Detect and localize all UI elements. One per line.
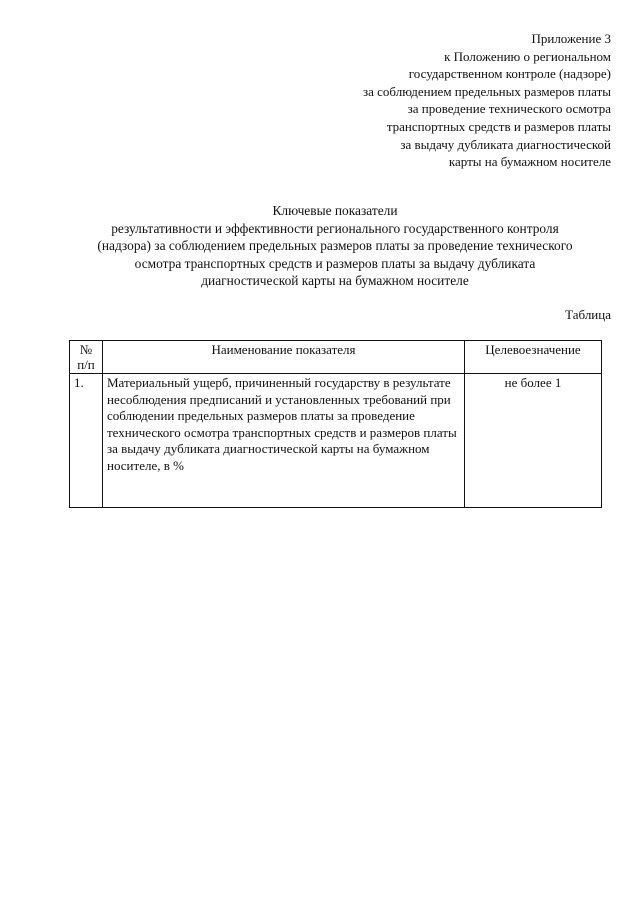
title-line: Ключевые показатели [272,203,398,218]
header-number: № п/п [70,341,103,374]
appendix-header [363,30,611,171]
table-header-row [70,341,602,374]
appendix-line: за соблюдением предельных размеров платы [363,83,611,99]
appendix-line: транспортных средств и размеров платы [386,118,611,134]
header-indicator-name: Наименование показателя [103,341,465,374]
document-title [40,202,630,290]
title-line: осмотра транспортных средств и размеров платы за выдачу дубликата [134,255,536,271]
appendix-line: к Положению о региональном [444,48,611,64]
title-line: (надзора) за соблюдением предельных размеров платы за проведение технического [97,238,573,253]
appendix-line: за проведение технического осмотра [407,101,611,117]
table-caption: Таблица [565,307,611,322]
title-line: результативности и эффективности регионального государственного контроля [111,220,559,236]
appendix-line: карты на бумажном носителе [448,154,611,170]
appendix-line: государственном контроле (надзоре) [408,66,611,82]
table-row [70,374,602,508]
title-line: диагностической карты на бумажном носителе [201,273,469,288]
appendix-line: за выдачу дубликата диагностической [400,136,611,152]
row-number: 1. [70,374,103,508]
indicators-table [69,340,602,508]
header-target-value: Целевоезначение [465,341,602,374]
row-target-value: не более 1 [465,374,602,508]
appendix-line: Приложение 3 [531,31,611,46]
row-indicator-name: Материальный ущерб, причиненный государству в результате несоблюдения предписаний и установленных требований при соблюдении предельных размеров платы за проведение технического осмотра транспортных средств и размеров платы за выдачу дубликата диагностической карты на бумажном носителе, в % [103,374,465,508]
